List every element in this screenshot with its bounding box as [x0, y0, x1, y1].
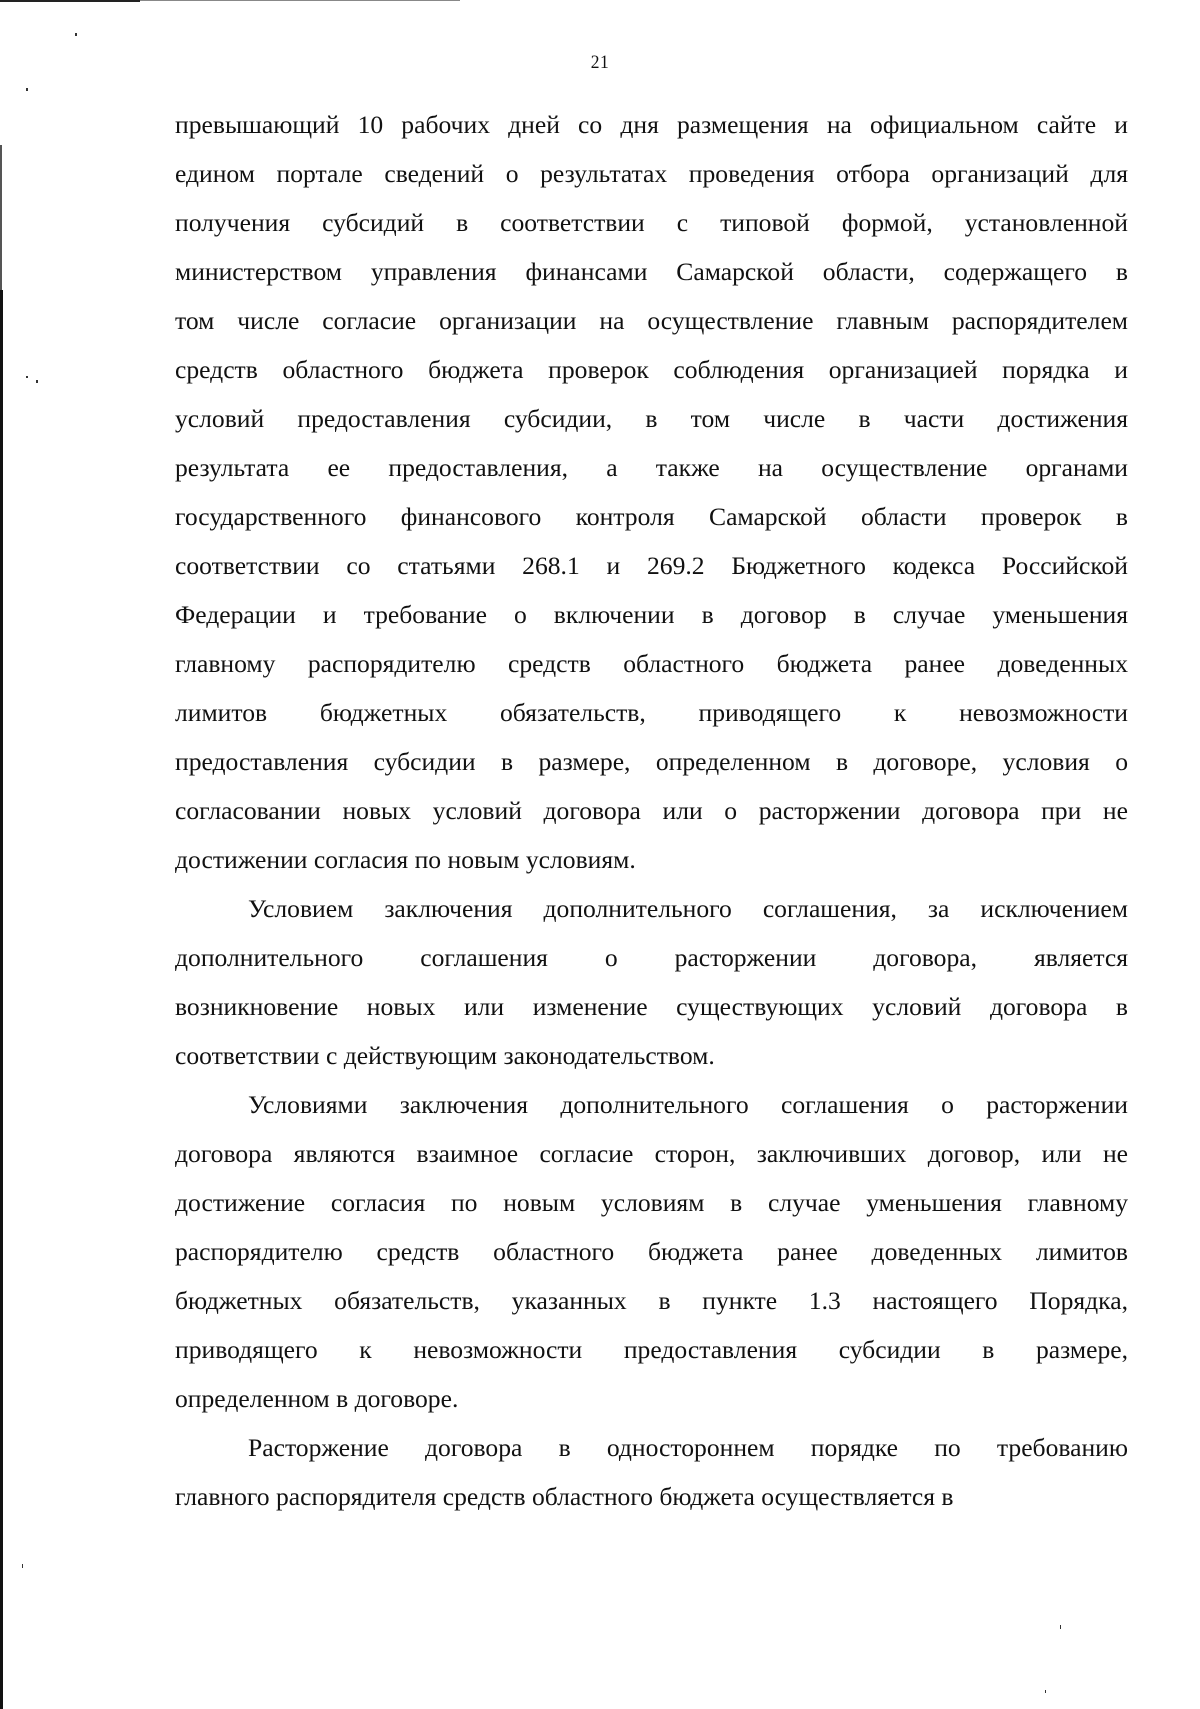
text-line: соответствии со статьями 268.1 и 269.2 Бюджетного кодекса Российской — [175, 551, 1128, 580]
text-line: государственного финансового контроля Самарской области проверок в — [175, 502, 1128, 531]
text-line: бюджетных обязательств, указанных в пункте 1.3 настоящего Порядка, — [175, 1286, 1128, 1315]
scan-speck — [1060, 1625, 1061, 1629]
text-line: определенном в договоре. — [175, 1384, 459, 1413]
text-line: Условием заключения дополнительного соглашения, за исключением — [248, 894, 1128, 923]
text-line: Федерации и требование о включении в договор в случае уменьшения — [175, 600, 1128, 629]
text-line: Расторжение договора в одностороннем порядке по требованию — [248, 1433, 1128, 1462]
scan-border-top-faint — [140, 0, 460, 1]
text-line: согласовании новых условий договора или о расторжении договора при не — [175, 796, 1128, 825]
scan-speck — [26, 376, 28, 378]
scan-speck — [1045, 1690, 1046, 1693]
text-line: Условиями заключения дополнительного соглашения о расторжении — [248, 1090, 1128, 1119]
text-line: главного распорядителя средств областного бюджета осуществляется в — [175, 1482, 954, 1511]
text-line: превышающий 10 рабочих дней со дня размещения на официальном сайте и — [175, 110, 1128, 139]
page-number: 21 — [590, 52, 610, 73]
text-line: едином портале сведений о результатах проведения отбора организаций для — [175, 159, 1128, 188]
paragraph — [175, 100, 1128, 884]
scan-border-left-dark — [0, 290, 3, 1709]
text-line: том числе согласие организации на осуществление главным распорядителем — [175, 306, 1128, 335]
text-line: предоставления субсидии в размере, определенном в договоре, условия о — [175, 747, 1128, 776]
paragraph — [175, 884, 1128, 1080]
text-line: главному распорядителю средств областного бюджета ранее доведенных — [175, 649, 1128, 678]
text-line: получения субсидий в соответствии с типовой формой, установленной — [175, 208, 1128, 237]
scan-speck — [22, 1564, 23, 1568]
text-line: средств областного бюджета проверок соблюдения организацией порядка и — [175, 355, 1128, 384]
text-line: результата ее предоставления, а также на осуществление органами — [175, 453, 1128, 482]
document-body — [175, 100, 1128, 1521]
paragraph — [175, 1080, 1128, 1423]
scan-border-top — [0, 0, 140, 2]
scan-speck — [75, 33, 77, 36]
scan-speck — [36, 380, 38, 383]
text-line: министерством управления финансами Самарской области, содержащего в — [175, 257, 1128, 286]
text-line: достижение согласия по новым условиям в случае уменьшения главному — [175, 1188, 1128, 1217]
text-line: лимитов бюджетных обязательств, приводящего к невозможности — [175, 698, 1128, 727]
paragraph — [175, 1423, 1128, 1521]
text-line: распорядителю средств областного бюджета ранее доведенных лимитов — [175, 1237, 1128, 1266]
text-line: дополнительного соглашения о расторжении договора, является — [175, 943, 1128, 972]
text-line: условий предоставления субсидии, в том числе в части достижения — [175, 404, 1128, 433]
text-line: возникновение новых или изменение существующих условий договора в — [175, 992, 1128, 1021]
text-line: договора являются взаимное согласие сторон, заключивших договор, или не — [175, 1139, 1128, 1168]
text-line: приводящего к невозможности предоставления субсидии в размере, — [175, 1335, 1128, 1364]
text-line: соответствии с действующим законодательством. — [175, 1041, 715, 1070]
text-line: достижении согласия по новым условиям. — [175, 845, 636, 874]
scan-speck — [26, 88, 28, 91]
